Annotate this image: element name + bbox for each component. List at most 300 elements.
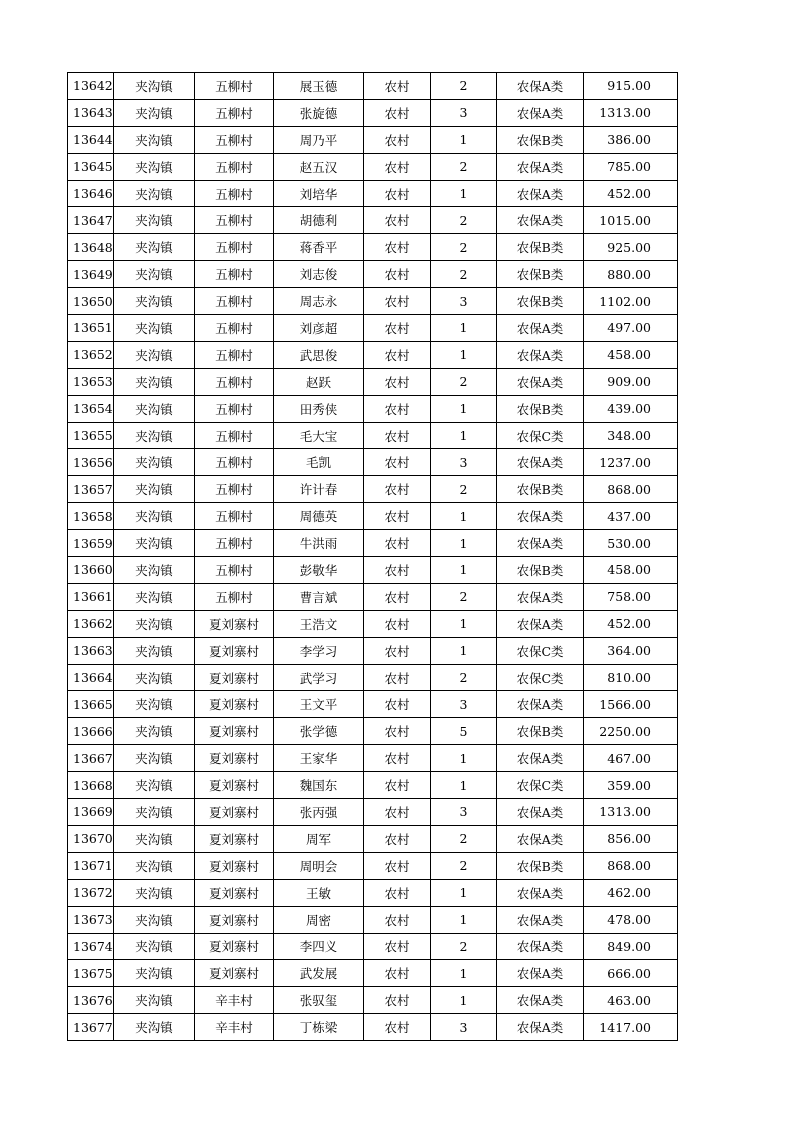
person-name-cell: 周明会: [274, 852, 364, 879]
member-count-cell: 1: [431, 772, 497, 799]
village-cell: 五柳村: [195, 341, 274, 368]
amount-cell: 868.00: [584, 476, 678, 503]
table-row: [68, 987, 678, 1014]
record-id-cell: 13658: [68, 503, 114, 530]
member-count-cell: 1: [431, 557, 497, 584]
insurance-category-cell: 农保C类: [497, 422, 584, 449]
household-type-cell: 农村: [364, 153, 431, 180]
insurance-category-cell: 农保B类: [497, 852, 584, 879]
village-cell: 五柳村: [195, 288, 274, 315]
member-count-cell: 1: [431, 126, 497, 153]
person-name-cell: 刘彦超: [274, 315, 364, 342]
amount-cell: 810.00: [584, 664, 678, 691]
table-row: [68, 153, 678, 180]
household-type-cell: 农村: [364, 234, 431, 261]
table-row: [68, 610, 678, 637]
record-id-cell: 13642: [68, 73, 114, 100]
record-id-cell: 13675: [68, 960, 114, 987]
town-cell: 夹沟镇: [114, 422, 195, 449]
person-name-cell: 王敏: [274, 879, 364, 906]
member-count-cell: 1: [431, 745, 497, 772]
record-id-cell: 13671: [68, 852, 114, 879]
insurance-category-cell: 农保A类: [497, 933, 584, 960]
amount-cell: 462.00: [584, 879, 678, 906]
amount-cell: 439.00: [584, 395, 678, 422]
amount-cell: 364.00: [584, 637, 678, 664]
person-name-cell: 许计春: [274, 476, 364, 503]
record-id-cell: 13672: [68, 879, 114, 906]
member-count-cell: 3: [431, 799, 497, 826]
record-id-cell: 13652: [68, 341, 114, 368]
amount-cell: 478.00: [584, 906, 678, 933]
amount-cell: 359.00: [584, 772, 678, 799]
person-name-cell: 毛凯: [274, 449, 364, 476]
town-cell: 夹沟镇: [114, 234, 195, 261]
insurance-category-cell: 农保A类: [497, 960, 584, 987]
table-row: [68, 422, 678, 449]
member-count-cell: 1: [431, 987, 497, 1014]
amount-cell: 785.00: [584, 153, 678, 180]
person-name-cell: 魏国东: [274, 772, 364, 799]
amount-cell: 1566.00: [584, 691, 678, 718]
village-cell: 五柳村: [195, 476, 274, 503]
household-type-cell: 农村: [364, 906, 431, 933]
record-id-cell: 13666: [68, 718, 114, 745]
table-row: [68, 126, 678, 153]
amount-cell: 437.00: [584, 503, 678, 530]
village-cell: 夏刘寨村: [195, 799, 274, 826]
insurance-category-cell: 农保A类: [497, 449, 584, 476]
household-type-cell: 农村: [364, 772, 431, 799]
household-type-cell: 农村: [364, 799, 431, 826]
record-id-cell: 13648: [68, 234, 114, 261]
household-type-cell: 农村: [364, 288, 431, 315]
table-row: [68, 583, 678, 610]
household-type-cell: 农村: [364, 1014, 431, 1041]
town-cell: 夹沟镇: [114, 315, 195, 342]
person-name-cell: 刘培华: [274, 180, 364, 207]
insurance-category-cell: 农保B类: [497, 261, 584, 288]
village-cell: 夏刘寨村: [195, 906, 274, 933]
household-type-cell: 农村: [364, 745, 431, 772]
household-type-cell: 农村: [364, 557, 431, 584]
insurance-category-cell: 农保A类: [497, 610, 584, 637]
person-name-cell: 张学德: [274, 718, 364, 745]
town-cell: 夹沟镇: [114, 153, 195, 180]
table-row: [68, 745, 678, 772]
insurance-category-cell: 农保A类: [497, 368, 584, 395]
table-row: [68, 180, 678, 207]
amount-cell: 463.00: [584, 987, 678, 1014]
amount-cell: 497.00: [584, 315, 678, 342]
member-count-cell: 2: [431, 261, 497, 288]
town-cell: 夹沟镇: [114, 530, 195, 557]
insurance-category-cell: 农保A类: [497, 745, 584, 772]
person-name-cell: 周军: [274, 825, 364, 852]
person-name-cell: 李四义: [274, 933, 364, 960]
record-id-cell: 13653: [68, 368, 114, 395]
amount-cell: 2250.00: [584, 718, 678, 745]
town-cell: 夹沟镇: [114, 126, 195, 153]
record-id-cell: 13645: [68, 153, 114, 180]
insurance-category-cell: 农保A类: [497, 583, 584, 610]
insurance-category-cell: 农保C类: [497, 664, 584, 691]
table-row: [68, 530, 678, 557]
person-name-cell: 曹言斌: [274, 583, 364, 610]
person-name-cell: 周志永: [274, 288, 364, 315]
village-cell: 五柳村: [195, 73, 274, 100]
amount-cell: 452.00: [584, 180, 678, 207]
town-cell: 夹沟镇: [114, 799, 195, 826]
amount-cell: 1015.00: [584, 207, 678, 234]
household-type-cell: 农村: [364, 583, 431, 610]
insurance-category-cell: 农保A类: [497, 180, 584, 207]
record-id-cell: 13668: [68, 772, 114, 799]
record-id-cell: 13676: [68, 987, 114, 1014]
record-id-cell: 13657: [68, 476, 114, 503]
record-id-cell: 13647: [68, 207, 114, 234]
table-row: [68, 933, 678, 960]
household-type-cell: 农村: [364, 960, 431, 987]
member-count-cell: 5: [431, 718, 497, 745]
household-type-cell: 农村: [364, 261, 431, 288]
person-name-cell: 田秀侠: [274, 395, 364, 422]
village-cell: 辛丰村: [195, 987, 274, 1014]
village-cell: 夏刘寨村: [195, 960, 274, 987]
table-row: [68, 879, 678, 906]
insurance-category-cell: 农保A类: [497, 879, 584, 906]
insurance-category-cell: 农保C类: [497, 637, 584, 664]
household-type-cell: 农村: [364, 691, 431, 718]
member-count-cell: 3: [431, 691, 497, 718]
amount-cell: 758.00: [584, 583, 678, 610]
town-cell: 夹沟镇: [114, 610, 195, 637]
table-row: [68, 449, 678, 476]
amount-cell: 666.00: [584, 960, 678, 987]
table-row: [68, 691, 678, 718]
record-id-cell: 13663: [68, 637, 114, 664]
household-type-cell: 农村: [364, 341, 431, 368]
member-count-cell: 1: [431, 422, 497, 449]
town-cell: 夹沟镇: [114, 73, 195, 100]
town-cell: 夹沟镇: [114, 637, 195, 664]
household-type-cell: 农村: [364, 126, 431, 153]
amount-cell: 849.00: [584, 933, 678, 960]
insurance-category-cell: 农保A类: [497, 825, 584, 852]
member-count-cell: 2: [431, 207, 497, 234]
town-cell: 夹沟镇: [114, 1014, 195, 1041]
insurance-category-cell: 农保B类: [497, 557, 584, 584]
amount-cell: 909.00: [584, 368, 678, 395]
record-id-cell: 13674: [68, 933, 114, 960]
village-cell: 五柳村: [195, 449, 274, 476]
amount-cell: 458.00: [584, 341, 678, 368]
member-count-cell: 2: [431, 368, 497, 395]
village-cell: 夏刘寨村: [195, 691, 274, 718]
insurance-category-cell: 农保A类: [497, 153, 584, 180]
village-cell: 夏刘寨村: [195, 610, 274, 637]
table-row: [68, 637, 678, 664]
table-row: [68, 557, 678, 584]
member-count-cell: 1: [431, 610, 497, 637]
town-cell: 夹沟镇: [114, 691, 195, 718]
member-count-cell: 2: [431, 583, 497, 610]
village-cell: 五柳村: [195, 126, 274, 153]
table-row: [68, 664, 678, 691]
record-id-cell: 13654: [68, 395, 114, 422]
town-cell: 夹沟镇: [114, 341, 195, 368]
insurance-category-cell: 农保A类: [497, 987, 584, 1014]
amount-cell: 868.00: [584, 852, 678, 879]
household-type-cell: 农村: [364, 503, 431, 530]
household-type-cell: 农村: [364, 718, 431, 745]
person-name-cell: 牛洪雨: [274, 530, 364, 557]
household-type-cell: 农村: [364, 825, 431, 852]
village-cell: 五柳村: [195, 261, 274, 288]
insurance-category-cell: 农保A类: [497, 99, 584, 126]
table-row: [68, 73, 678, 100]
person-name-cell: 胡德利: [274, 207, 364, 234]
member-count-cell: 1: [431, 960, 497, 987]
person-name-cell: 张驭玺: [274, 987, 364, 1014]
amount-cell: 915.00: [584, 73, 678, 100]
amount-cell: 1102.00: [584, 288, 678, 315]
insurance-category-cell: 农保A类: [497, 1014, 584, 1041]
amount-cell: 348.00: [584, 422, 678, 449]
insurance-category-cell: 农保A类: [497, 341, 584, 368]
insurance-category-cell: 农保A类: [497, 799, 584, 826]
town-cell: 夹沟镇: [114, 180, 195, 207]
amount-cell: 856.00: [584, 825, 678, 852]
member-count-cell: 1: [431, 315, 497, 342]
amount-cell: 530.00: [584, 530, 678, 557]
record-id-cell: 13673: [68, 906, 114, 933]
village-cell: 五柳村: [195, 422, 274, 449]
village-cell: 五柳村: [195, 583, 274, 610]
record-id-cell: 13649: [68, 261, 114, 288]
town-cell: 夹沟镇: [114, 718, 195, 745]
village-cell: 夏刘寨村: [195, 772, 274, 799]
member-count-cell: 3: [431, 1014, 497, 1041]
town-cell: 夹沟镇: [114, 503, 195, 530]
amount-cell: 386.00: [584, 126, 678, 153]
town-cell: 夹沟镇: [114, 261, 195, 288]
member-count-cell: 1: [431, 879, 497, 906]
member-count-cell: 1: [431, 906, 497, 933]
ledger-table: [67, 72, 678, 1041]
table-row: [68, 288, 678, 315]
household-type-cell: 农村: [364, 637, 431, 664]
town-cell: 夹沟镇: [114, 368, 195, 395]
insurance-category-cell: 农保B类: [497, 395, 584, 422]
amount-cell: 1313.00: [584, 99, 678, 126]
person-name-cell: 彭敬华: [274, 557, 364, 584]
village-cell: 夏刘寨村: [195, 879, 274, 906]
town-cell: 夹沟镇: [114, 987, 195, 1014]
town-cell: 夹沟镇: [114, 960, 195, 987]
town-cell: 夹沟镇: [114, 825, 195, 852]
record-id-cell: 13644: [68, 126, 114, 153]
person-name-cell: 刘志俊: [274, 261, 364, 288]
amount-cell: 1237.00: [584, 449, 678, 476]
household-type-cell: 农村: [364, 180, 431, 207]
village-cell: 夏刘寨村: [195, 664, 274, 691]
insurance-category-cell: 农保A类: [497, 691, 584, 718]
village-cell: 五柳村: [195, 180, 274, 207]
member-count-cell: 1: [431, 395, 497, 422]
table-row: [68, 825, 678, 852]
person-name-cell: 武学习: [274, 664, 364, 691]
member-count-cell: 1: [431, 530, 497, 557]
record-id-cell: 13664: [68, 664, 114, 691]
town-cell: 夹沟镇: [114, 557, 195, 584]
insurance-category-cell: 农保B类: [497, 718, 584, 745]
member-count-cell: 1: [431, 637, 497, 664]
town-cell: 夹沟镇: [114, 906, 195, 933]
member-count-cell: 2: [431, 476, 497, 503]
insurance-category-cell: 农保A类: [497, 315, 584, 342]
household-type-cell: 农村: [364, 449, 431, 476]
household-type-cell: 农村: [364, 664, 431, 691]
household-type-cell: 农村: [364, 368, 431, 395]
member-count-cell: 1: [431, 341, 497, 368]
table-row: [68, 772, 678, 799]
insurance-category-cell: 农保A类: [497, 503, 584, 530]
table-row: [68, 906, 678, 933]
record-id-cell: 13670: [68, 825, 114, 852]
record-id-cell: 13667: [68, 745, 114, 772]
member-count-cell: 1: [431, 503, 497, 530]
person-name-cell: 赵五汉: [274, 153, 364, 180]
village-cell: 五柳村: [195, 395, 274, 422]
person-name-cell: 赵跃: [274, 368, 364, 395]
amount-cell: 1417.00: [584, 1014, 678, 1041]
member-count-cell: 3: [431, 99, 497, 126]
household-type-cell: 农村: [364, 987, 431, 1014]
person-name-cell: 张丙强: [274, 799, 364, 826]
village-cell: 夏刘寨村: [195, 825, 274, 852]
person-name-cell: 周乃平: [274, 126, 364, 153]
village-cell: 夏刘寨村: [195, 718, 274, 745]
record-id-cell: 13660: [68, 557, 114, 584]
amount-cell: 1313.00: [584, 799, 678, 826]
village-cell: 五柳村: [195, 557, 274, 584]
person-name-cell: 王家华: [274, 745, 364, 772]
household-type-cell: 农村: [364, 879, 431, 906]
town-cell: 夹沟镇: [114, 852, 195, 879]
ledger-body: [68, 73, 678, 1041]
record-id-cell: 13669: [68, 799, 114, 826]
person-name-cell: 毛大宝: [274, 422, 364, 449]
town-cell: 夹沟镇: [114, 772, 195, 799]
insurance-category-cell: 农保A类: [497, 207, 584, 234]
table-row: [68, 315, 678, 342]
table-row: [68, 476, 678, 503]
insurance-category-cell: 农保C类: [497, 772, 584, 799]
person-name-cell: 李学习: [274, 637, 364, 664]
village-cell: 辛丰村: [195, 1014, 274, 1041]
insurance-category-cell: 农保A类: [497, 73, 584, 100]
amount-cell: 467.00: [584, 745, 678, 772]
record-id-cell: 13661: [68, 583, 114, 610]
member-count-cell: 3: [431, 449, 497, 476]
person-name-cell: 展玉德: [274, 73, 364, 100]
member-count-cell: 3: [431, 288, 497, 315]
village-cell: 五柳村: [195, 99, 274, 126]
town-cell: 夹沟镇: [114, 99, 195, 126]
amount-cell: 880.00: [584, 261, 678, 288]
village-cell: 五柳村: [195, 503, 274, 530]
household-type-cell: 农村: [364, 99, 431, 126]
town-cell: 夹沟镇: [114, 664, 195, 691]
village-cell: 五柳村: [195, 234, 274, 261]
household-type-cell: 农村: [364, 315, 431, 342]
member-count-cell: 2: [431, 664, 497, 691]
amount-cell: 452.00: [584, 610, 678, 637]
village-cell: 五柳村: [195, 207, 274, 234]
record-id-cell: 13651: [68, 315, 114, 342]
town-cell: 夹沟镇: [114, 583, 195, 610]
person-name-cell: 丁栋梁: [274, 1014, 364, 1041]
town-cell: 夹沟镇: [114, 207, 195, 234]
member-count-cell: 2: [431, 73, 497, 100]
member-count-cell: 2: [431, 234, 497, 261]
amount-cell: 925.00: [584, 234, 678, 261]
town-cell: 夹沟镇: [114, 745, 195, 772]
town-cell: 夹沟镇: [114, 476, 195, 503]
amount-cell: 458.00: [584, 557, 678, 584]
person-name-cell: 蒋香平: [274, 234, 364, 261]
person-name-cell: 武思俊: [274, 341, 364, 368]
town-cell: 夹沟镇: [114, 449, 195, 476]
member-count-cell: 1: [431, 180, 497, 207]
household-type-cell: 农村: [364, 852, 431, 879]
table-row: [68, 341, 678, 368]
member-count-cell: 2: [431, 852, 497, 879]
record-id-cell: 13655: [68, 422, 114, 449]
person-name-cell: 周德英: [274, 503, 364, 530]
person-name-cell: 武发展: [274, 960, 364, 987]
village-cell: 五柳村: [195, 530, 274, 557]
record-id-cell: 13665: [68, 691, 114, 718]
household-type-cell: 农村: [364, 933, 431, 960]
insurance-category-cell: 农保B类: [497, 234, 584, 261]
member-count-cell: 2: [431, 933, 497, 960]
household-type-cell: 农村: [364, 73, 431, 100]
member-count-cell: 2: [431, 153, 497, 180]
table-row: [68, 368, 678, 395]
town-cell: 夹沟镇: [114, 933, 195, 960]
record-id-cell: 13650: [68, 288, 114, 315]
household-type-cell: 农村: [364, 422, 431, 449]
person-name-cell: 周密: [274, 906, 364, 933]
table-row: [68, 852, 678, 879]
table-row: [68, 718, 678, 745]
table-row: [68, 960, 678, 987]
insurance-category-cell: 农保A类: [497, 530, 584, 557]
household-type-cell: 农村: [364, 207, 431, 234]
town-cell: 夹沟镇: [114, 288, 195, 315]
village-cell: 夏刘寨村: [195, 637, 274, 664]
insurance-category-cell: 农保B类: [497, 476, 584, 503]
village-cell: 夏刘寨村: [195, 745, 274, 772]
household-type-cell: 农村: [364, 395, 431, 422]
insurance-category-cell: 农保B类: [497, 126, 584, 153]
insurance-category-cell: 农保A类: [497, 906, 584, 933]
record-id-cell: 13659: [68, 530, 114, 557]
table-row: [68, 207, 678, 234]
insurance-category-cell: 农保B类: [497, 288, 584, 315]
